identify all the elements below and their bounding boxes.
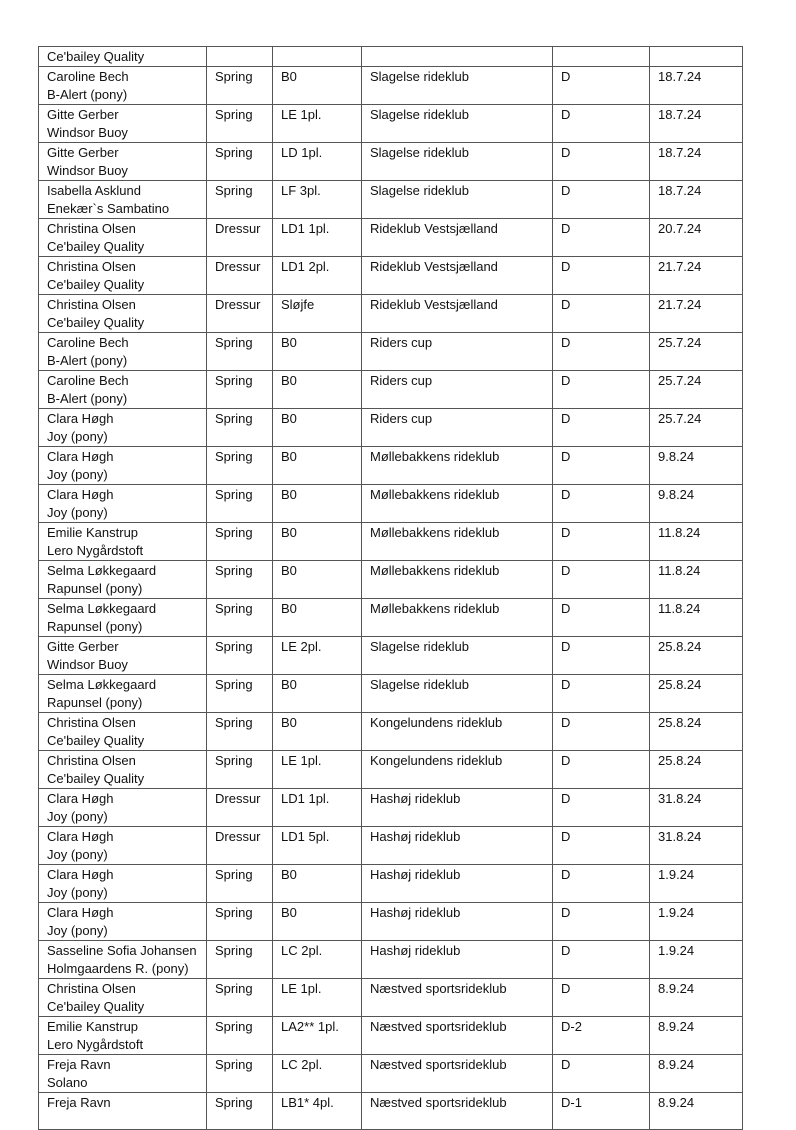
discipline-cell: Spring [207, 1093, 273, 1130]
date-cell: 25.8.24 [650, 713, 743, 751]
horse-name: B-Alert (pony) [47, 87, 128, 102]
level-cell: D [553, 257, 650, 295]
club-cell: Næstved sportsrideklub [362, 979, 553, 1017]
class-cell: B0 [273, 333, 362, 371]
club-cell: Riders cup [362, 333, 553, 371]
rider-name: Christina Olsen [47, 715, 136, 730]
table-row [39, 789, 743, 827]
club-cell: Kongelundens rideklub [362, 751, 553, 789]
table-row [39, 333, 743, 371]
discipline-cell: Spring [207, 979, 273, 1017]
results-table [38, 46, 743, 1130]
class-cell: B0 [273, 67, 362, 105]
rider-name: Caroline Bech [47, 373, 129, 388]
class-cell: B0 [273, 713, 362, 751]
horse-name: Joy (pony) [47, 885, 108, 900]
discipline-cell: Spring [207, 523, 273, 561]
table-row [39, 637, 743, 675]
club-cell [362, 47, 553, 67]
level-cell: D [553, 523, 650, 561]
rider-horse-cell [39, 903, 207, 941]
club-cell: Hashøj rideklub [362, 827, 553, 865]
date-cell: 8.9.24 [650, 979, 743, 1017]
horse-name: Ce'bailey Quality [47, 277, 145, 292]
table-row [39, 903, 743, 941]
rider-name: Christina Olsen [47, 297, 136, 312]
table-row [39, 485, 743, 523]
rider-horse-cell [39, 47, 207, 67]
rider-horse-cell [39, 1093, 207, 1130]
table-row [39, 67, 743, 105]
rider-name: Clara Høgh [47, 829, 114, 844]
club-cell: Slagelse rideklub [362, 105, 553, 143]
rider-horse-cell [39, 675, 207, 713]
level-cell: D [553, 181, 650, 219]
table-row [39, 675, 743, 713]
horse-name: B-Alert (pony) [47, 353, 128, 368]
discipline-cell: Spring [207, 371, 273, 409]
horse-name: B-Alert (pony) [47, 391, 128, 406]
date-cell: 18.7.24 [650, 105, 743, 143]
class-cell: B0 [273, 485, 362, 523]
level-cell: D [553, 941, 650, 979]
level-cell: D [553, 979, 650, 1017]
date-cell: 25.8.24 [650, 675, 743, 713]
discipline-cell: Spring [207, 409, 273, 447]
horse-name: Ce'bailey Quality [47, 771, 145, 786]
horse-name: Joy (pony) [47, 847, 108, 862]
class-cell: Sløjfe [273, 295, 362, 333]
class-cell: LD1 1pl. [273, 789, 362, 827]
rider-horse-cell [39, 751, 207, 789]
discipline-cell: Dressur [207, 789, 273, 827]
date-cell: 8.9.24 [650, 1055, 743, 1093]
class-cell: LD1 2pl. [273, 257, 362, 295]
class-cell: B0 [273, 409, 362, 447]
club-cell: Riders cup [362, 371, 553, 409]
rider-horse-cell [39, 561, 207, 599]
club-cell: Møllebakkens rideklub [362, 447, 553, 485]
club-cell: Hashøj rideklub [362, 903, 553, 941]
discipline-cell: Spring [207, 333, 273, 371]
level-cell: D [553, 827, 650, 865]
rider-name: Sasseline Sofia Johansen [47, 943, 197, 958]
table-row [39, 827, 743, 865]
discipline-cell: Spring [207, 105, 273, 143]
discipline-cell: Dressur [207, 257, 273, 295]
date-cell: 25.8.24 [650, 751, 743, 789]
discipline-cell: Dressur [207, 219, 273, 257]
class-cell: LD 1pl. [273, 143, 362, 181]
rider-horse-cell [39, 941, 207, 979]
discipline-cell: Spring [207, 1055, 273, 1093]
level-cell: D [553, 789, 650, 827]
discipline-cell: Spring [207, 941, 273, 979]
level-cell: D [553, 371, 650, 409]
club-cell: Møllebakkens rideklub [362, 485, 553, 523]
table-row [39, 371, 743, 409]
date-cell: 25.8.24 [650, 637, 743, 675]
horse-name: Joy (pony) [47, 467, 108, 482]
level-cell: D [553, 333, 650, 371]
table-row [39, 447, 743, 485]
table-row [39, 47, 743, 67]
discipline-cell: Spring [207, 1017, 273, 1055]
date-cell [650, 47, 743, 67]
horse-name: Windsor Buoy [47, 163, 128, 178]
class-cell: LC 2pl. [273, 941, 362, 979]
table-row [39, 979, 743, 1017]
rider-horse-cell [39, 447, 207, 485]
date-cell: 18.7.24 [650, 181, 743, 219]
rider-name: Selma Løkkegaard [47, 601, 157, 616]
rider-name: Clara Høgh [47, 487, 114, 502]
date-cell: 1.9.24 [650, 903, 743, 941]
class-cell: LD1 1pl. [273, 219, 362, 257]
discipline-cell: Spring [207, 713, 273, 751]
level-cell: D [553, 865, 650, 903]
discipline-cell: Spring [207, 447, 273, 485]
rider-horse-cell [39, 295, 207, 333]
date-cell: 25.7.24 [650, 371, 743, 409]
horse-name: Joy (pony) [47, 505, 108, 520]
class-cell: LC 2pl. [273, 1055, 362, 1093]
date-cell: 20.7.24 [650, 219, 743, 257]
rider-name: Caroline Bech [47, 69, 129, 84]
date-cell: 1.9.24 [650, 941, 743, 979]
club-cell: Hashøj rideklub [362, 865, 553, 903]
club-cell: Rideklub Vestsjælland [362, 219, 553, 257]
table-row [39, 1017, 743, 1055]
horse-name: Windsor Buoy [47, 125, 128, 140]
level-cell: D [553, 447, 650, 485]
table-row [39, 143, 743, 181]
class-cell: B0 [273, 447, 362, 485]
date-cell: 8.9.24 [650, 1093, 743, 1130]
rider-horse-cell [39, 599, 207, 637]
table-row [39, 1055, 743, 1093]
horse-name: Ce'bailey Quality [47, 239, 145, 254]
discipline-cell: Dressur [207, 295, 273, 333]
date-cell: 18.7.24 [650, 67, 743, 105]
rider-horse-cell [39, 371, 207, 409]
horse-name: Ce'bailey Quality [47, 49, 145, 64]
discipline-cell: Spring [207, 637, 273, 675]
level-cell: D [553, 485, 650, 523]
rider-horse-cell [39, 409, 207, 447]
rider-horse-cell [39, 1055, 207, 1093]
level-cell: D [553, 67, 650, 105]
class-cell: LE 2pl. [273, 637, 362, 675]
date-cell: 9.8.24 [650, 447, 743, 485]
table-row [39, 1093, 743, 1130]
date-cell: 11.8.24 [650, 523, 743, 561]
horse-name: Solano [47, 1075, 88, 1090]
table-row [39, 105, 743, 143]
rider-name: Christina Olsen [47, 259, 136, 274]
table-row [39, 599, 743, 637]
discipline-cell: Dressur [207, 827, 273, 865]
club-cell: Riders cup [362, 409, 553, 447]
level-cell [553, 47, 650, 67]
club-cell: Møllebakkens rideklub [362, 599, 553, 637]
level-cell: D-2 [553, 1017, 650, 1055]
level-cell: D [553, 1055, 650, 1093]
rider-name: Clara Høgh [47, 411, 114, 426]
date-cell: 11.8.24 [650, 599, 743, 637]
table-row [39, 865, 743, 903]
date-cell: 8.9.24 [650, 1017, 743, 1055]
club-cell: Næstved sportsrideklub [362, 1055, 553, 1093]
class-cell: B0 [273, 561, 362, 599]
rider-name: Clara Høgh [47, 791, 114, 806]
discipline-cell: Spring [207, 143, 273, 181]
discipline-cell: Spring [207, 599, 273, 637]
horse-name: Rapunsel (pony) [47, 695, 143, 710]
horse-name: Lero Nygårdstoft [47, 1037, 144, 1052]
table-row [39, 751, 743, 789]
discipline-cell: Spring [207, 485, 273, 523]
rider-horse-cell [39, 1017, 207, 1055]
horse-name: Enekær`s Sambatino [47, 201, 170, 216]
horse-name: Joy (pony) [47, 429, 108, 444]
rider-horse-cell [39, 181, 207, 219]
class-cell: LD1 5pl. [273, 827, 362, 865]
club-cell: Kongelundens rideklub [362, 713, 553, 751]
club-cell: Rideklub Vestsjælland [362, 295, 553, 333]
table-row [39, 181, 743, 219]
horse-name: Ce'bailey Quality [47, 733, 145, 748]
date-cell: 1.9.24 [650, 865, 743, 903]
rider-name: Emilie Kanstrup [47, 1019, 139, 1034]
club-cell: Næstved sportsrideklub [362, 1017, 553, 1055]
level-cell: D [553, 295, 650, 333]
horse-name: Windsor Buoy [47, 657, 128, 672]
table-row [39, 257, 743, 295]
horse-name: Holmgaardens R. (pony) [47, 961, 189, 976]
date-cell: 11.8.24 [650, 561, 743, 599]
discipline-cell: Spring [207, 67, 273, 105]
rider-horse-cell [39, 105, 207, 143]
discipline-cell: Spring [207, 903, 273, 941]
discipline-cell: Spring [207, 751, 273, 789]
class-cell: B0 [273, 523, 362, 561]
rider-name: Emilie Kanstrup [47, 525, 139, 540]
rider-name: Christina Olsen [47, 221, 136, 236]
discipline-cell: Spring [207, 181, 273, 219]
date-cell: 25.7.24 [650, 409, 743, 447]
rider-horse-cell [39, 637, 207, 675]
level-cell: D [553, 219, 650, 257]
date-cell: 21.7.24 [650, 257, 743, 295]
horse-name: Ce'bailey Quality [47, 315, 145, 330]
table-row [39, 523, 743, 561]
club-cell: Næstved sportsrideklub [362, 1093, 553, 1130]
rider-name: Selma Løkkegaard [47, 563, 157, 578]
level-cell: D [553, 599, 650, 637]
horse-name: Ce'bailey Quality [47, 999, 145, 1014]
club-cell: Møllebakkens rideklub [362, 523, 553, 561]
club-cell: Slagelse rideklub [362, 675, 553, 713]
results-table-body [39, 47, 743, 1130]
class-cell: B0 [273, 599, 362, 637]
level-cell: D [553, 105, 650, 143]
club-cell: Slagelse rideklub [362, 143, 553, 181]
discipline-cell: Spring [207, 675, 273, 713]
rider-name: Clara Høgh [47, 905, 114, 920]
club-cell: Rideklub Vestsjælland [362, 257, 553, 295]
date-cell: 9.8.24 [650, 485, 743, 523]
rider-horse-cell [39, 713, 207, 751]
date-cell: 31.8.24 [650, 789, 743, 827]
discipline-cell [207, 47, 273, 67]
horse-name: Lero Nygårdstoft [47, 543, 144, 558]
rider-horse-cell [39, 523, 207, 561]
level-cell: D [553, 675, 650, 713]
rider-name: Isabella Asklund [47, 183, 141, 198]
rider-horse-cell [39, 979, 207, 1017]
rider-name: Christina Olsen [47, 753, 136, 768]
rider-horse-cell [39, 865, 207, 903]
horse-name: Rapunsel (pony) [47, 581, 143, 596]
class-cell: B0 [273, 865, 362, 903]
level-cell: D [553, 713, 650, 751]
horse-name: Joy (pony) [47, 809, 108, 824]
rider-name: Clara Høgh [47, 449, 114, 464]
club-cell: Slagelse rideklub [362, 637, 553, 675]
class-cell: LE 1pl. [273, 105, 362, 143]
rider-horse-cell [39, 333, 207, 371]
discipline-cell: Spring [207, 561, 273, 599]
table-row [39, 941, 743, 979]
discipline-cell: Spring [207, 865, 273, 903]
rider-name: Freja Ravn [47, 1057, 111, 1072]
club-cell: Møllebakkens rideklub [362, 561, 553, 599]
club-cell: Hashøj rideklub [362, 941, 553, 979]
table-row [39, 561, 743, 599]
horse-name: Rapunsel (pony) [47, 619, 143, 634]
rider-name: Gitte Gerber [47, 145, 119, 160]
class-cell [273, 47, 362, 67]
rider-name: Gitte Gerber [47, 639, 119, 654]
rider-horse-cell [39, 485, 207, 523]
level-cell: D [553, 561, 650, 599]
date-cell: 21.7.24 [650, 295, 743, 333]
class-cell: LE 1pl. [273, 979, 362, 1017]
table-row [39, 219, 743, 257]
class-cell: B0 [273, 903, 362, 941]
rider-name: Gitte Gerber [47, 107, 119, 122]
rider-name: Clara Høgh [47, 867, 114, 882]
rider-horse-cell [39, 257, 207, 295]
rider-name: Christina Olsen [47, 981, 136, 996]
rider-horse-cell [39, 67, 207, 105]
club-cell: Slagelse rideklub [362, 67, 553, 105]
rider-horse-cell [39, 219, 207, 257]
rider-horse-cell [39, 789, 207, 827]
rider-name: Caroline Bech [47, 335, 129, 350]
table-row [39, 409, 743, 447]
level-cell: D [553, 143, 650, 181]
class-cell: LF 3pl. [273, 181, 362, 219]
class-cell: B0 [273, 371, 362, 409]
level-cell: D-1 [553, 1093, 650, 1130]
date-cell: 25.7.24 [650, 333, 743, 371]
level-cell: D [553, 751, 650, 789]
rider-horse-cell [39, 143, 207, 181]
table-row [39, 295, 743, 333]
rider-name: Freja Ravn [47, 1095, 111, 1110]
rider-horse-cell [39, 827, 207, 865]
class-cell: B0 [273, 675, 362, 713]
rider-name: Selma Løkkegaard [47, 677, 157, 692]
level-cell: D [553, 903, 650, 941]
date-cell: 31.8.24 [650, 827, 743, 865]
club-cell: Slagelse rideklub [362, 181, 553, 219]
date-cell: 18.7.24 [650, 143, 743, 181]
club-cell: Hashøj rideklub [362, 789, 553, 827]
table-row [39, 713, 743, 751]
class-cell: LE 1pl. [273, 751, 362, 789]
level-cell: D [553, 409, 650, 447]
level-cell: D [553, 637, 650, 675]
horse-name: Joy (pony) [47, 923, 108, 938]
class-cell: LB1* 4pl. [273, 1093, 362, 1130]
class-cell: LA2** 1pl. [273, 1017, 362, 1055]
